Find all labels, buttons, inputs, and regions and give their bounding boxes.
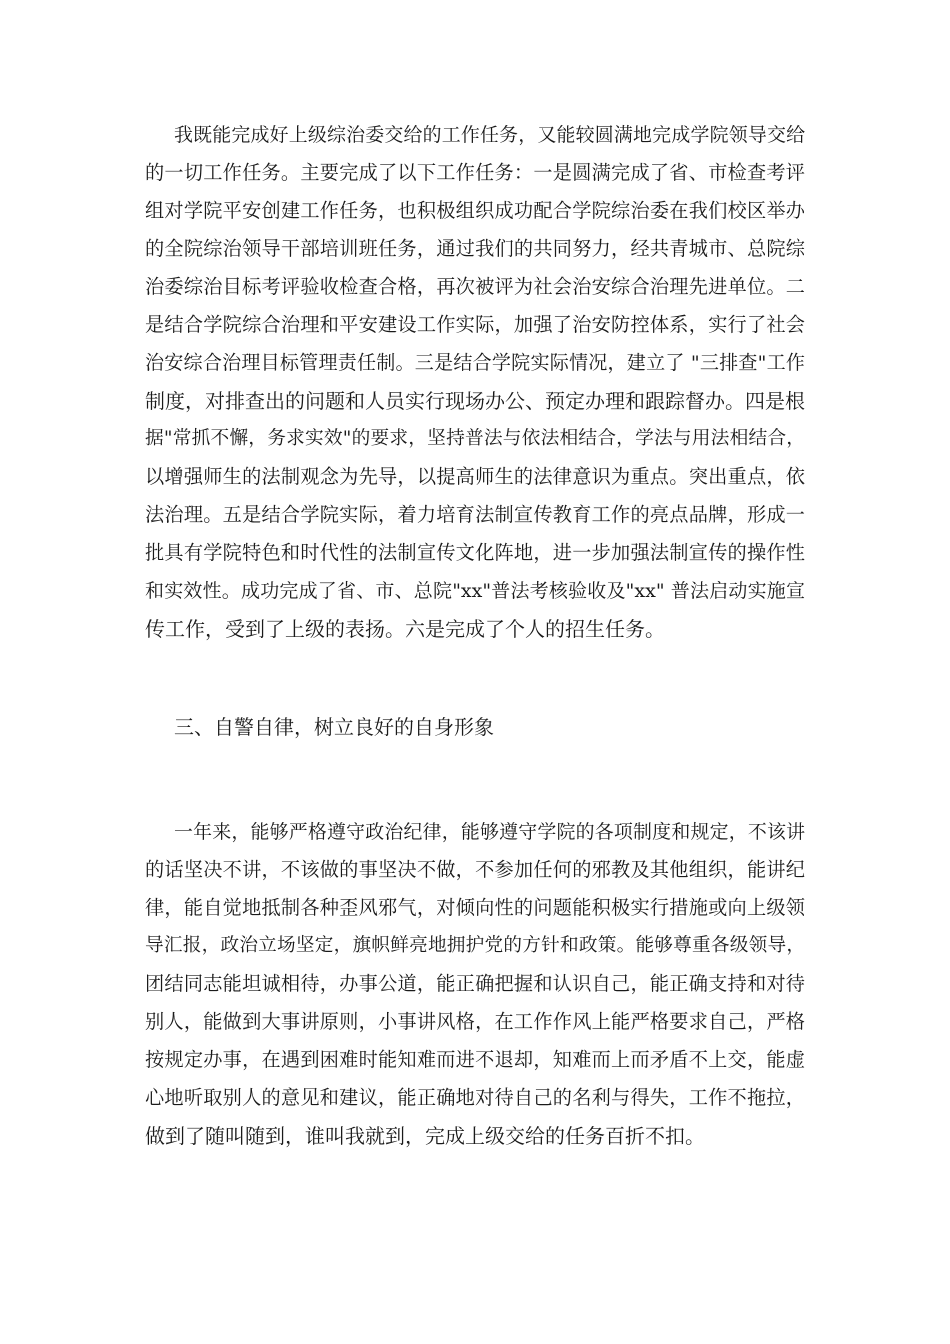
paragraph-2-line-8: 心地听取别人的意见和建议，能正确地对待自己的名利与得失，工作不拖拉， bbox=[145, 1086, 805, 1109]
paragraph-1-line-3: 组对学院平安创建工作任务，也积极组织成功配合学院综治委在我们校区举办 bbox=[145, 199, 805, 222]
paragraph-1-line-11: 法治理。五是结合学院实际，着力培育法制宣传教育工作的亮点品牌，形成一 bbox=[145, 503, 805, 526]
paragraph-2-line-1: 一年来，能够严格遵守政治纪律，能够遵守学院的各项制度和规定，不该讲 bbox=[174, 821, 805, 843]
paragraph-1-line-1: 我既能完成好上级综治委交给的工作任务，又能较圆满地完成学院领导交给 bbox=[174, 124, 805, 146]
paragraph-2-line-5: 团结同志能坦诚相待，办事公道，能正确把握和认识自己，能正确支持和对待 bbox=[145, 972, 805, 995]
paragraph-1-line-5: 治委综治目标考评验收检查合格，再次被评为社会治安综合治理先进单位。二 bbox=[145, 275, 805, 298]
paragraph-2-line-4: 导汇报，政治立场坚定，旗帜鲜亮地拥护党的方针和政策。能够尊重各级领导， bbox=[145, 935, 805, 956]
paragraph-1-line-13: 和实效性。成功完成了省、市、总院"xx"普法考核验收及"xx" 普法启动实施宣 bbox=[145, 580, 805, 602]
paragraph-1-line-14: 传工作，受到了上级的表扬。六是完成了个人的招生任务。 bbox=[145, 617, 665, 641]
paragraph-1-line-10: 以增强师生的法制观念为先导，以提高师生的法律意识为重点。突出重点，依 bbox=[145, 465, 805, 488]
paragraph-2-line-2: 的话坚决不讲，不该做的事坚决不做，不参加任何的邪教及其他组织，能讲纪 bbox=[145, 858, 805, 881]
paragraph-1-line-2: 的一切工作任务。主要完成了以下工作任务：一是圆满完成了省、市检查考评 bbox=[145, 161, 805, 184]
paragraph-2-line-6: 别人，能做到大事讲原则，小事讲风格，在工作作风上能严格要求自己，严格 bbox=[145, 1010, 805, 1033]
paragraph-1-line-6: 是结合学院综合治理和平安建设工作实际，加强了治安防控体系，实行了社会 bbox=[145, 313, 805, 336]
paragraph-2-line-9: 做到了随叫随到，谁叫我就到，完成上级交给的任务百折不扣。 bbox=[145, 1124, 705, 1148]
paragraph-2-line-7: 按规定办事，在遇到困难时能知难而进不退却，知难而上而矛盾不上交，能虚 bbox=[145, 1048, 805, 1071]
section-heading: 三、自警自律，树立良好的自身形象 bbox=[174, 715, 494, 739]
paragraph-1-line-12: 批具有学院特色和时代性的法制宣传文化阵地，进一步加强法制宣传的操作性 bbox=[145, 541, 805, 564]
paragraph-1-line-8: 制度，对排查出的问题和人员实行现场办公、预定办理和跟踪督办。四是根 bbox=[145, 389, 805, 413]
paragraph-1-line-7: 治安综合治理目标管理责任制。三是结合学院实际情况，建立了 "三排查"工作 bbox=[145, 352, 805, 374]
paragraph-1-line-9: 据"常抓不懈，务求实效"的要求，坚持普法与依法相结合，学法与用法相结合， bbox=[145, 428, 805, 449]
paragraph-2-line-3: 律，能自觉地抵制各种歪风邪气，对倾向性的问题能积极实行措施或向上级领 bbox=[145, 896, 805, 919]
paragraph-1-line-4: 的全院综治领导干部培训班任务，通过我们的共同努力，经共青城市、总院综 bbox=[145, 237, 805, 260]
